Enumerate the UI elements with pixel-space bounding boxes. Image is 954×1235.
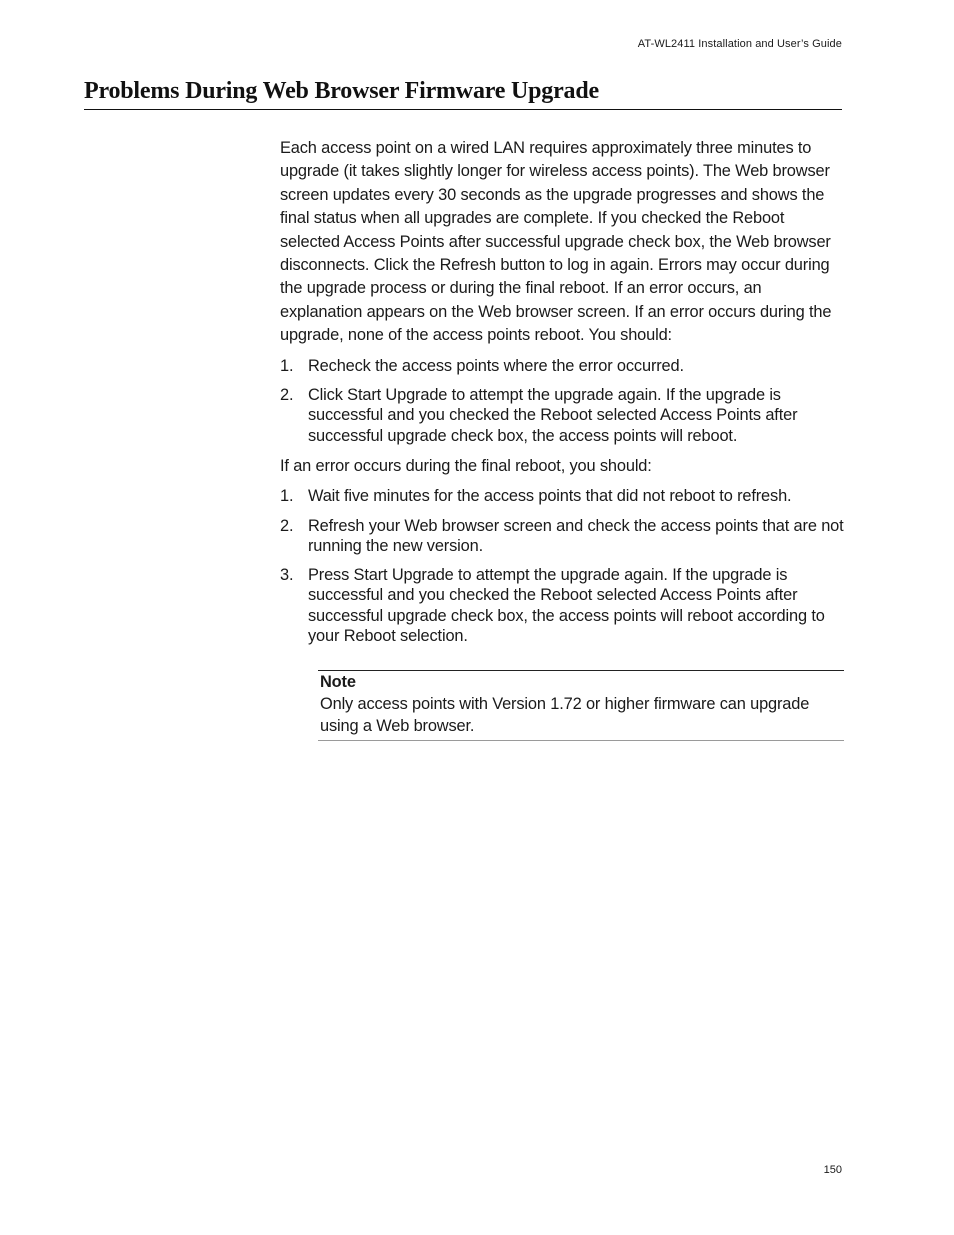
list-item [280, 385, 844, 446]
note-label: Note [320, 673, 356, 692]
running-header: AT-WL2411 Installation and User’s Guide [637, 38, 842, 50]
step-text: Click Start Upgrade to attempt the upgrade again. If the upgrade is successful and you checked the Reboot selected Access Points after successful upgrade check box, the access points will reboot. [308, 385, 798, 445]
step-number: 1. [280, 487, 294, 506]
step-text: Recheck the access points where the error occurred. [308, 356, 684, 375]
list-item [280, 486, 844, 506]
step-text: Press Start Upgrade to attempt the upgrade again. If the upgrade is successful and you checked the Reboot selected Access Points after successful upgrade check box, the access points will reboot according to your Reboot selection. [308, 566, 825, 646]
step-number: 3. [280, 566, 294, 585]
step-number: 2. [280, 516, 294, 535]
step-text: Refresh your Web browser screen and check the access points that are not running the new version. [308, 516, 844, 555]
section-title: Problems During Web Browser Firmware Upgrade [84, 78, 842, 110]
page-number: 150 [823, 1164, 842, 1176]
note-box [318, 670, 844, 741]
list-item [280, 356, 844, 376]
step-text: Wait five minutes for the access points that did not reboot to refresh. [308, 487, 792, 506]
reboot-error-steps [280, 486, 844, 646]
body-column [280, 137, 844, 741]
list-item [280, 565, 844, 646]
step-number: 1. [280, 356, 294, 375]
reboot-intro-paragraph: If an error occurs during the final reboot, you should: [280, 456, 652, 475]
note-text: Only access points with Version 1.72 or higher firmware can upgrade using a Web browser. [320, 695, 810, 736]
intro-paragraph: Each access point on a wired LAN requires approximately three minutes to upgrade (it takes slightly longer for wireless access points). The Web browser screen updates every 30 seconds as the upgrade progresses and shows the final status when all upgrades are complete. If you checked the Reboot selected Access Points after successful upgrade check box, the Web browser disconnects. Click the Refresh button to log in again. Errors may occur during the upgrade process or during the final reboot. If an error occurs, an explanation appears on the Web browser screen. If an error occurs during the upgrade, none of the access points reboot. You should: [280, 139, 832, 345]
list-item [280, 516, 844, 557]
step-number: 2. [280, 385, 294, 404]
upgrade-error-steps [280, 356, 844, 446]
